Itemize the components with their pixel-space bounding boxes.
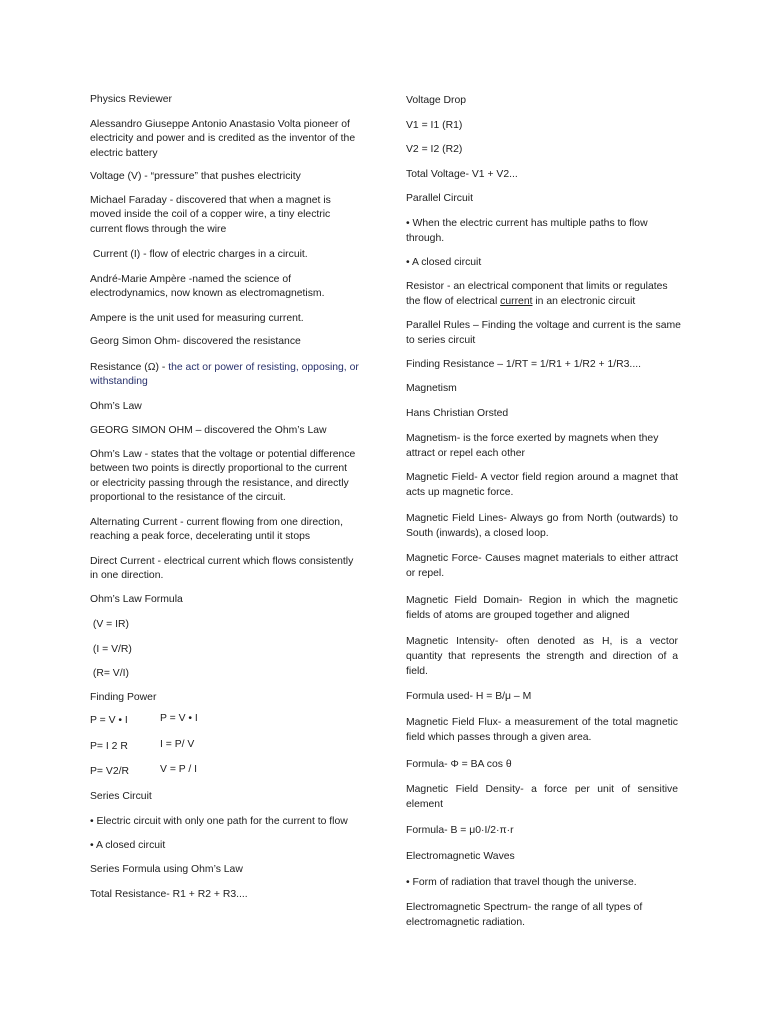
paragraph-line: attract or repel each other — [406, 447, 525, 459]
text-span: in an electronic circuit — [532, 295, 636, 307]
text-span: the flow of electrical — [406, 295, 501, 307]
magnetic-field-density-definition — [406, 782, 678, 812]
series-circuit-heading: Series Circuit — [90, 790, 152, 802]
paragraph-line: Magnetism- is the force exerted by magnets when they — [406, 432, 659, 444]
paragraph-line: field. — [406, 665, 428, 677]
parallel-circuit-bullet: • A closed circuit — [406, 256, 482, 268]
magnetic-field-flux-definition — [406, 715, 678, 745]
direct-current-paragraph — [90, 555, 362, 584]
power-formula: I = P/ V — [160, 739, 195, 751]
paragraph-line: Direct Current - electrical current which flows consistently — [90, 555, 354, 567]
paragraph-line: Magnetic Field Domain- Region in which the magnetic — [406, 594, 678, 606]
voltage-drop-heading: Voltage Drop — [406, 94, 467, 106]
paragraph-line: electrodynamics, now known as electromagnetism. — [90, 288, 325, 300]
em-waves-bullet: • Form of radiation that travel though the universe. — [406, 876, 637, 888]
voltage-drop-formula: V1 = I1 (R1) — [406, 119, 463, 131]
series-circuit-bullet: • A closed circuit — [90, 839, 166, 851]
power-formula-row — [90, 714, 362, 729]
ampere-paragraph — [90, 273, 362, 302]
paragraph-line: proportional to the resistance of the circuit. — [90, 492, 286, 504]
paragraph-line: Parallel Rules – Finding the voltage and current is the same — [406, 319, 681, 331]
paragraph-line: or electricity passing through the resistance, and directly — [90, 477, 349, 489]
ampere-unit-definition: Ampere is the unit used for measuring current. — [90, 312, 304, 324]
paragraph-line: South (inwards), a closed loop. — [406, 527, 549, 539]
faraday-paragraph — [90, 194, 362, 238]
paragraph-line: current flows through the wire — [90, 223, 227, 235]
series-circuit-bullet: • Electric circuit with only one path for the current to flow — [90, 815, 348, 827]
ohms-law-heading: Ohm’s Law — [90, 400, 142, 412]
parallel-rules-paragraph — [406, 318, 681, 348]
magnetism-heading: Magnetism — [406, 382, 457, 394]
power-formula-row — [90, 765, 362, 780]
density-formula: Formula- B = μ0·I/2·π·r — [406, 824, 514, 836]
resistance-definition: the act or power of resisting, opposing, or — [168, 361, 359, 373]
current-definition: Current (I) - flow of electric charges in a circuit. — [90, 248, 308, 260]
paragraph-line: electric battery — [90, 147, 158, 159]
paragraph-line: electricity and power and is credited as the inventor of the — [90, 133, 356, 145]
magnetic-field-lines-definition — [406, 511, 678, 541]
orsted-name: Hans Christian Orsted — [406, 407, 509, 419]
paragraph-line: Electromagnetic Spectrum- the range of all types of — [406, 901, 643, 913]
paragraph-line: Alessandro Giuseppe Antonio Anastasio Volta pioneer of — [90, 118, 350, 130]
finding-resistance-formula: Finding Resistance – 1/RT = 1/R1 + 1/R2 + 1/R3.... — [406, 358, 641, 370]
power-formula: P = V • I — [90, 714, 128, 726]
em-spectrum-definition — [406, 900, 678, 930]
ohm-law-discovery: GEORG SIMON OHM – discovered the Ohm’s Law — [90, 424, 327, 436]
ohms-law-statement — [90, 448, 362, 506]
paragraph-line: element — [406, 798, 443, 810]
em-waves-heading: Electromagnetic Waves — [406, 850, 515, 862]
power-formula-row — [90, 740, 362, 755]
magnetism-definition — [406, 431, 678, 461]
paragraph-line: Magnetic Field Flux- a measurement of the total magnetic — [406, 716, 678, 728]
parallel-circuit-bullet — [406, 216, 678, 246]
paragraph-line — [90, 361, 362, 376]
ohm-resistance-discovery: Georg Simon Ohm- discovered the resistance — [90, 335, 301, 347]
paragraph-line: Michael Faraday - discovered that when a magnet is — [90, 194, 331, 206]
paragraph-line: or repel. — [406, 567, 445, 579]
power-formula: V = P / I — [160, 764, 198, 776]
total-voltage-formula: Total Voltage- V1 + V2... — [406, 168, 518, 180]
paragraph-line: quantity that represents the strength and direction of a — [406, 650, 678, 662]
paragraph-line: fields of atoms are grouped together and aligned — [406, 609, 630, 621]
resistor-paragraph — [406, 279, 678, 309]
ohms-law-formula: (I = V/R) — [90, 643, 132, 655]
parallel-circuit-heading: Parallel Circuit — [406, 192, 473, 204]
total-resistance-formula: Total Resistance- R1 + R2 + R3.... — [90, 888, 248, 900]
paragraph-line: through. — [406, 232, 445, 244]
intensity-formula: Formula used- H = B/μ – M — [406, 690, 532, 702]
paragraph-line: moved inside the coil of a copper wire, a tiny electric — [90, 209, 331, 221]
power-formula: P= I 2 R — [90, 740, 128, 752]
alternating-current-paragraph — [90, 516, 362, 545]
paragraph-line: reaching a peak force, decelerating until it stops — [90, 531, 311, 543]
voltage-drop-formula: V2 = I2 (R2) — [406, 143, 463, 155]
magnetic-intensity-definition — [406, 634, 678, 679]
paragraph-line: Resistor - an electrical component that limits or regulates — [406, 280, 668, 292]
ohms-law-formula: (R= V/I) — [90, 667, 129, 679]
resistance-paragraph — [90, 361, 362, 390]
voltage-definition: Voltage (V) - “pressure” that pushes electricity — [90, 170, 301, 182]
paragraph-line: acts up magnetic force. — [406, 486, 514, 498]
flux-formula: Formula- Φ = BA cos θ — [406, 758, 512, 770]
underlined-term: current — [500, 295, 533, 307]
paragraph-line: Ohm’s Law - states that the voltage or potential difference — [90, 448, 356, 460]
magnetic-force-definition — [406, 551, 678, 581]
paragraph-line: • When the electric current has multiple paths to flow — [406, 217, 648, 229]
finding-power-heading: Finding Power — [90, 691, 157, 703]
resistance-term: Resistance (Ω) - — [90, 361, 169, 373]
volta-paragraph — [90, 118, 362, 162]
paragraph-line: Magnetic Force- Causes magnet materials to either attract — [406, 552, 678, 564]
paragraph-line: Magnetic Field- A vector field region around a magnet that — [406, 471, 678, 483]
paragraph-line: Magnetic Field Lines- Always go from North (outwards) to — [406, 512, 678, 524]
document-title: Physics Reviewer — [90, 93, 172, 105]
paragraph-line: electromagnetic radiation. — [406, 916, 525, 928]
ohms-law-formula: (V = IR) — [90, 618, 129, 630]
paragraph-line: between two points is directly proportional to the current — [90, 463, 348, 475]
power-formula: P = V • I — [160, 713, 198, 725]
ohms-law-formula-heading: Ohm’s Law Formula — [90, 593, 183, 605]
magnetic-field-domain-definition — [406, 593, 678, 623]
paragraph-line: Magnetic Intensity- often denoted as H, is a vector — [406, 635, 678, 647]
series-formula-heading: Series Formula using Ohm’s Law — [90, 863, 243, 875]
power-formula: P= V2/R — [90, 765, 129, 777]
paragraph-line: field which passes through a given area. — [406, 731, 592, 743]
paragraph-line — [406, 294, 678, 309]
paragraph-line: Magnetic Field Density- a force per unit of sensitive — [406, 783, 678, 795]
resistance-definition-continued: withstanding — [90, 376, 148, 388]
paragraph-line: to series circuit — [406, 334, 476, 346]
paragraph-line: André-Marie Ampère -named the science of — [90, 273, 291, 285]
magnetic-field-definition — [406, 470, 678, 500]
paragraph-line: in one direction. — [90, 570, 164, 582]
paragraph-line: Alternating Current - current flowing from one direction, — [90, 516, 343, 528]
